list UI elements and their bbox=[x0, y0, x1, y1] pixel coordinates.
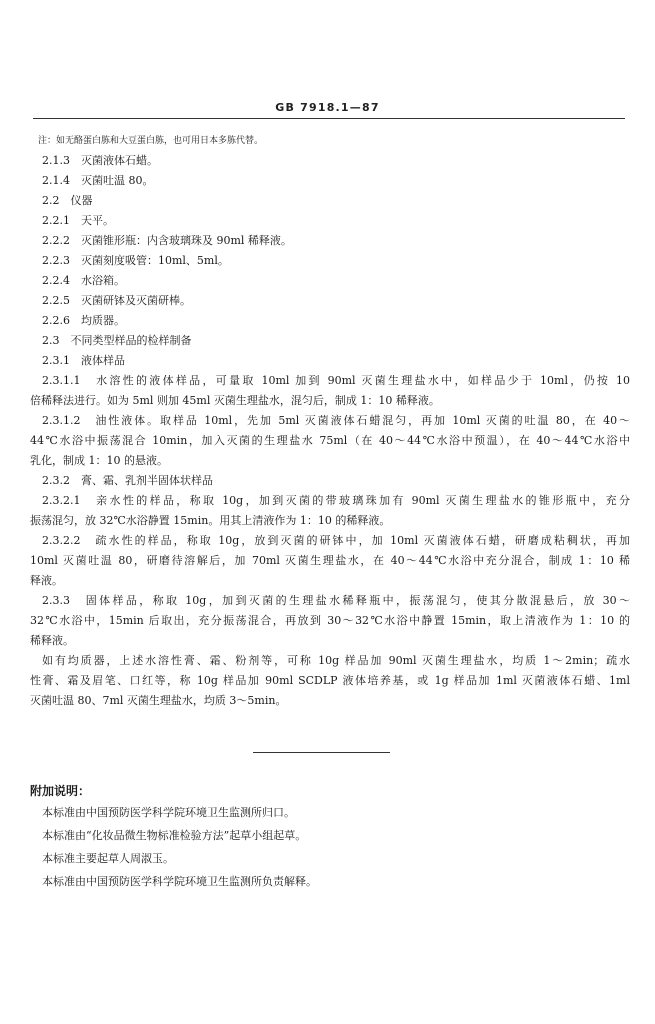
section-2-3-2-2-line-3: 释液。 bbox=[30, 574, 63, 587]
section-2-3-1-1-line-2: 倍稀释法进行。如为 5ml 则加 45ml 灭菌生理盐水，混匀后，制成 1：10 稀释液。 bbox=[30, 394, 440, 407]
section-2-3-2: 2.3.2 膏、霜、乳剂半固体状样品 bbox=[42, 474, 213, 487]
section-2-3-2-1-line-1: 2.3.2.1 亲水性的样品，称取 10g，加到灭菌的带玻璃珠加有 90ml 灭菌生理盐水的锥形瓶中，充分 bbox=[42, 494, 630, 507]
section-2-3-3-line-1: 2.3.3 固体样品，称取 10g，加到灭菌的生理盐水稀释瓶中，振荡混匀，使其分散混悬后，放 30～ bbox=[42, 594, 630, 607]
appendix-line: 本标准由中国预防医学科学院环境卫生监测所归口。 bbox=[42, 806, 295, 819]
section-2-3-1-2-line-1: 2.3.1.2 油性液体。取样品 10ml，先加 5ml 灭菌液体石蜡混匀，再加 10ml 灭菌的吐温 80，在 40～ bbox=[42, 414, 630, 427]
section-2-1-4: 2.1.4 灭菌吐温 80。 bbox=[42, 174, 154, 187]
appendix-line: 本标准主要起草人周淑玉。 bbox=[42, 852, 174, 865]
end-of-text-rule bbox=[253, 752, 390, 753]
section-2-3-1: 2.3.1 液体样品 bbox=[42, 354, 125, 367]
appendix-line: 本标准由中国预防医学科学院环境卫生监测所负责解释。 bbox=[42, 875, 317, 888]
section-2-3: 2.3 不同类型样品的检样制备 bbox=[42, 334, 192, 347]
header-divider bbox=[33, 118, 625, 119]
section-2-3-1-2-line-3: 乳化，制成 1：10 的悬液。 bbox=[30, 454, 168, 467]
note-line: 注：如无酪蛋白胨和大豆蛋白胨，也可用日本多胨代替。 bbox=[38, 136, 264, 146]
homogenizer-paragraph-line-2: 性膏、霜及眉笔、口红等，称 10g 样品加 90ml SCDLP 液体培养基，或 1g 样品加 1ml 灭菌液体石蜡、1ml bbox=[30, 674, 630, 687]
section-2-2-3: 2.2.3 灭菌刻度吸管：10ml、5ml。 bbox=[42, 254, 229, 267]
section-2-3-3-line-2: 32℃水浴中，15min 后取出，充分振荡混合，再放到 30～32℃水浴中静置 15min，取上清液作为 1：10 的 bbox=[30, 614, 630, 627]
homogenizer-paragraph-line-1: 如有均质器，上述水溶性膏、霜、粉剂等，可称 10g 样品加 90ml 灭菌生理盐水，均质 1～2min；疏水 bbox=[42, 654, 630, 667]
section-2-3-2-1-line-2: 振荡混匀，放 32℃水浴静置 15min。用其上清液作为 1：10 的稀释液。 bbox=[30, 514, 391, 527]
homogenizer-paragraph-line-3: 灭菌吐温 80、7ml 灭菌生理盐水，均质 3～5min。 bbox=[30, 694, 287, 707]
section-2-2-6: 2.2.6 均质器。 bbox=[42, 314, 125, 327]
appendix-title: 附加说明： bbox=[30, 784, 91, 798]
section-2-1-3: 2.1.3 灭菌液体石蜡。 bbox=[42, 154, 158, 167]
section-2-3-1-1-line-1: 2.3.1.1 水溶性的液体样品，可量取 10ml 加到 90ml 灭菌生理盐水中，如样品少于 10ml，仍按 10 bbox=[42, 374, 630, 387]
section-2-2-4: 2.2.4 水浴箱。 bbox=[42, 274, 125, 287]
document-body bbox=[30, 132, 630, 711]
section-2-3-2-2-line-2: 10ml 灭菌吐温 80，研磨待溶解后，加 70ml 灭菌生理盐水，在 40～44℃水浴中充分混合，制成 1：10 稀 bbox=[30, 554, 630, 567]
section-2-3-1-2-line-2: 44℃水浴中振荡混合 10min，加入灭菌的生理盐水 75ml（在 40～44℃水浴中预温），在 40～44℃水浴中 bbox=[30, 434, 630, 447]
appendix-section bbox=[30, 781, 630, 893]
standard-code-header: GB 7918.1—87 bbox=[275, 101, 380, 114]
section-2-3-2-2-line-1: 2.3.2.2 疏水性的样品，称取 10g，放到灭菌的研钵中，加 10ml 灭菌液体石蜡，研磨成粘稠状，再加 bbox=[42, 534, 630, 547]
section-2-2-1: 2.2.1 天平。 bbox=[42, 214, 114, 227]
section-2-2-2: 2.2.2 灭菌锥形瓶：内含玻璃珠及 90ml 稀释液。 bbox=[42, 234, 292, 247]
section-2-2-5: 2.2.5 灭菌研钵及灭菌研棒。 bbox=[42, 294, 191, 307]
section-2-2: 2.2 仪器 bbox=[42, 194, 93, 207]
appendix-line: 本标准由“化妆品微生物标准检验方法”起草小组起草。 bbox=[42, 829, 307, 842]
section-2-3-3-line-3: 稀释液。 bbox=[30, 634, 74, 647]
